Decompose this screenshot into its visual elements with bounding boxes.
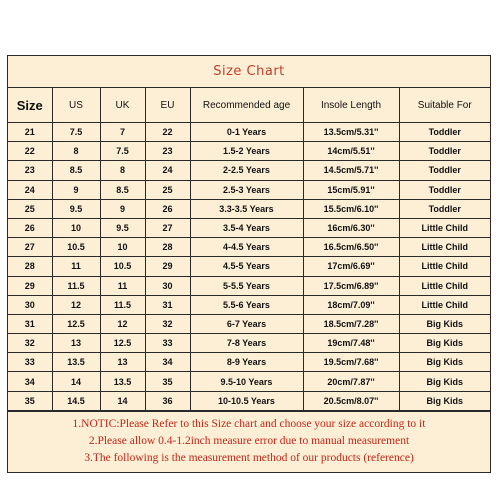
cell-uk: 11: [100, 276, 145, 295]
cell-age: 4.5-5 Years: [190, 257, 303, 276]
cell-suitable-for: Little Child: [399, 257, 490, 276]
header-us: US: [52, 88, 100, 123]
table-row: [8, 142, 490, 161]
cell-age: 7-8 Years: [190, 334, 303, 353]
header-uk: UK: [100, 88, 145, 123]
cell-eu: 31: [145, 295, 190, 314]
cell-eu: 36: [145, 391, 190, 410]
cell-uk: 8: [100, 161, 145, 180]
cell-suitable-for: Toddler: [399, 161, 490, 180]
cell-suitable-for: Big Kids: [399, 372, 490, 391]
cell-age: 3.3-3.5 Years: [190, 199, 303, 218]
cell-suitable-for: Big Kids: [399, 334, 490, 353]
cell-insole: 14cm/5.51'': [303, 142, 399, 161]
cell-eu: 32: [145, 314, 190, 333]
cell-uk: 13: [100, 353, 145, 372]
cell-insole: 20cm/7.87'': [303, 372, 399, 391]
cell-insole: 17.5cm/6.89'': [303, 276, 399, 295]
cell-size: 31: [8, 314, 52, 333]
cell-age: 9.5-10 Years: [190, 372, 303, 391]
cell-size: 27: [8, 238, 52, 257]
table-row: [8, 334, 490, 353]
cell-insole: 13.5cm/5.31'': [303, 123, 399, 142]
cell-insole: 14.5cm/5.71'': [303, 161, 399, 180]
cell-size: 33: [8, 353, 52, 372]
cell-eu: 27: [145, 218, 190, 237]
cell-eu: 22: [145, 123, 190, 142]
cell-insole: 15cm/5.91'': [303, 180, 399, 199]
cell-us: 8.5: [52, 161, 100, 180]
cell-uk: 10.5: [100, 257, 145, 276]
cell-size: 21: [8, 123, 52, 142]
note-3: 3.The following is the measurement method of our products (reference): [84, 451, 414, 464]
cell-eu: 28: [145, 238, 190, 257]
note-1: 1.NOTIC:Please Refer to this Size chart and choose your size according to it: [72, 417, 426, 430]
cell-size: 23: [8, 161, 52, 180]
cell-insole: 18.5cm/7.28'': [303, 314, 399, 333]
header-eu: EU: [145, 88, 190, 123]
table-row: [8, 180, 490, 199]
cell-eu: 35: [145, 372, 190, 391]
table-row: [8, 276, 490, 295]
cell-insole: 16.5cm/6.50'': [303, 238, 399, 257]
cell-us: 14: [52, 372, 100, 391]
note-2: 2.Please allow 0.4-1.2inch measure error due to manual measurement: [88, 434, 410, 447]
cell-age: 3.5-4 Years: [190, 218, 303, 237]
header-insole-length: Insole Length: [303, 88, 399, 123]
cell-suitable-for: Little Child: [399, 276, 490, 295]
cell-uk: 11.5: [100, 295, 145, 314]
cell-eu: 29: [145, 257, 190, 276]
cell-age: 6-7 Years: [190, 314, 303, 333]
header-recommended-age: Recommended age: [190, 88, 303, 123]
cell-us: 7.5: [52, 123, 100, 142]
cell-uk: 7.5: [100, 142, 145, 161]
cell-insole: 15.5cm/6.10'': [303, 199, 399, 218]
cell-size: 29: [8, 276, 52, 295]
cell-us: 12.5: [52, 314, 100, 333]
cell-uk: 14: [100, 391, 145, 410]
cell-suitable-for: Toddler: [399, 199, 490, 218]
cell-size: 32: [8, 334, 52, 353]
cell-eu: 26: [145, 199, 190, 218]
cell-us: 10.5: [52, 238, 100, 257]
table-row: [8, 257, 490, 276]
table-row: [8, 238, 490, 257]
cell-eu: 34: [145, 353, 190, 372]
cell-size: 34: [8, 372, 52, 391]
cell-suitable-for: Toddler: [399, 123, 490, 142]
cell-us: 11.5: [52, 276, 100, 295]
cell-size: 26: [8, 218, 52, 237]
table-row: [8, 314, 490, 333]
header-row: [8, 88, 490, 123]
cell-age: 2.5-3 Years: [190, 180, 303, 199]
cell-size: 28: [8, 257, 52, 276]
cell-suitable-for: Little Child: [399, 218, 490, 237]
table-row: [8, 161, 490, 180]
cell-suitable-for: Toddler: [399, 180, 490, 199]
cell-suitable-for: Toddler: [399, 142, 490, 161]
cell-insole: 17cm/6.69'': [303, 257, 399, 276]
cell-us: 14.5: [52, 391, 100, 410]
table-row: [8, 391, 490, 410]
cell-uk: 9.5: [100, 218, 145, 237]
cell-insole: 18cm/7.09'': [303, 295, 399, 314]
table-row: [8, 295, 490, 314]
size-table: [8, 88, 490, 411]
cell-uk: 7: [100, 123, 145, 142]
header-suitable-for: Suitable For: [399, 88, 490, 123]
cell-age: 0-1 Years: [190, 123, 303, 142]
cell-uk: 9: [100, 199, 145, 218]
cell-suitable-for: Big Kids: [399, 314, 490, 333]
header-size: Size: [8, 88, 52, 123]
cell-eu: 23: [145, 142, 190, 161]
cell-suitable-for: Big Kids: [399, 391, 490, 410]
table-row: [8, 123, 490, 142]
notes: [8, 411, 490, 472]
cell-us: 13.5: [52, 353, 100, 372]
cell-age: 5-5.5 Years: [190, 276, 303, 295]
chart-title: Size Chart: [8, 56, 490, 88]
cell-size: 35: [8, 391, 52, 410]
cell-us: 9: [52, 180, 100, 199]
cell-insole: 20.5cm/8.07'': [303, 391, 399, 410]
table-row: [8, 372, 490, 391]
cell-size: 30: [8, 295, 52, 314]
cell-us: 12: [52, 295, 100, 314]
cell-us: 13: [52, 334, 100, 353]
cell-us: 8: [52, 142, 100, 161]
size-rows: [8, 123, 490, 411]
cell-size: 25: [8, 199, 52, 218]
cell-us: 10: [52, 218, 100, 237]
cell-uk: 8.5: [100, 180, 145, 199]
cell-uk: 13.5: [100, 372, 145, 391]
cell-uk: 12.5: [100, 334, 145, 353]
cell-age: 8-9 Years: [190, 353, 303, 372]
cell-us: 9.5: [52, 199, 100, 218]
cell-size: 24: [8, 180, 52, 199]
cell-eu: 30: [145, 276, 190, 295]
cell-uk: 12: [100, 314, 145, 333]
cell-suitable-for: Little Child: [399, 295, 490, 314]
cell-uk: 10: [100, 238, 145, 257]
table-row: [8, 353, 490, 372]
cell-insole: 19cm/7.48'': [303, 334, 399, 353]
cell-insole: 16cm/6.30'': [303, 218, 399, 237]
cell-us: 11: [52, 257, 100, 276]
cell-age: 2-2.5 Years: [190, 161, 303, 180]
cell-eu: 24: [145, 161, 190, 180]
table-row: [8, 218, 490, 237]
cell-size: 22: [8, 142, 52, 161]
cell-eu: 33: [145, 334, 190, 353]
table-row: [8, 199, 490, 218]
cell-insole: 19.5cm/7.68'': [303, 353, 399, 372]
size-chart: [7, 55, 491, 473]
cell-suitable-for: Big Kids: [399, 353, 490, 372]
cell-age: 1.5-2 Years: [190, 142, 303, 161]
cell-age: 4-4.5 Years: [190, 238, 303, 257]
cell-age: 10-10.5 Years: [190, 391, 303, 410]
cell-age: 5.5-6 Years: [190, 295, 303, 314]
cell-eu: 25: [145, 180, 190, 199]
cell-suitable-for: Little Child: [399, 238, 490, 257]
